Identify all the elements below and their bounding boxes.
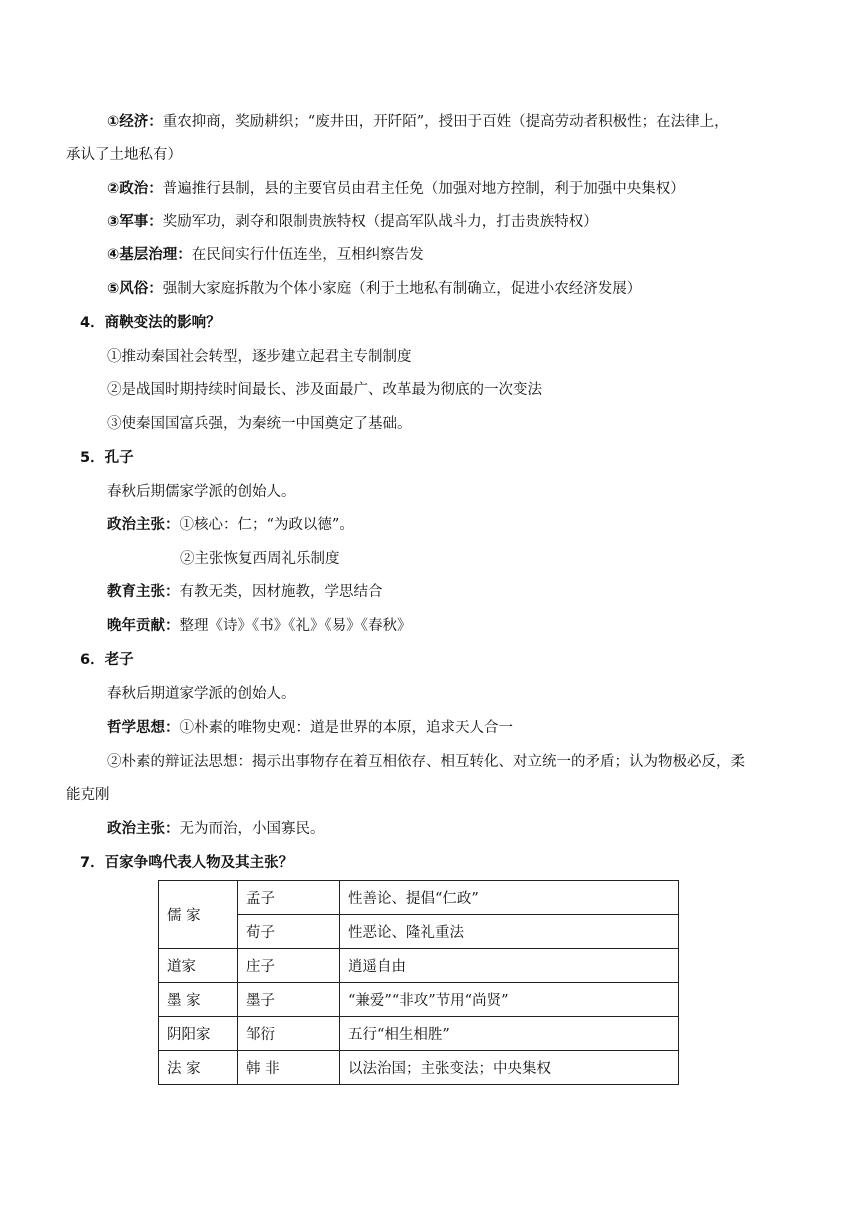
measure-label: ⑤风俗： [107,281,163,297]
school-cell: 道家 [159,949,238,983]
school-cell: 法 家 [159,1051,238,1085]
measure-label: ②政治： [107,181,163,197]
measure-text: 普遍推行县制，县的主要官员由君主任免（加强对地方控制，利于加强中央集权） [162,181,685,197]
idea-cell: 性恶论、隆礼重法 [340,915,679,949]
idea-cell: 逍遥自由 [340,949,679,983]
laozi-philosophy [107,718,513,738]
confucius-intro: 春秋后期儒家学派的创始人。 [107,484,296,500]
field-label: 教育主张： [107,584,180,600]
measure-politics [107,179,685,199]
section-heading-5: 5．孔子 [80,450,134,466]
field-text: 整理《诗》《书》《礼》《易》《春秋》 [179,618,412,634]
measure-economy [107,112,729,132]
field-label: 政治主张： [107,517,180,533]
school-cell: 阴阳家 [159,1017,238,1051]
schools-table [158,880,679,1085]
person-cell: 孟子 [238,881,340,915]
laozi-intro: 春秋后期道家学派的创始人。 [107,686,296,702]
field-text: ①朴素的唯物史观：道是世界的本原，追求天人合一 [179,720,513,736]
measure-text: 在民间实行什伍连坐，互相纠察告发 [191,247,424,263]
person-cell: 韩 非 [238,1051,340,1085]
idea-cell: 性善论、提倡“仁政” [340,881,679,915]
list-item: ②是战国时期持续时间最长、涉及面最广、改革最为彻底的一次变法 [107,382,542,398]
table-row [159,1051,679,1085]
list-item: ③使秦国国富兵强，为秦统一中国奠定了基础。 [107,416,412,432]
laozi-philosophy-2: ②朴素的辩证法思想：揭示出事物存在着互相依存、相互转化、对立统一的矛盾；认为物极必反，柔 [107,754,745,770]
school-cell: 儒 家 [159,881,238,949]
laozi-philosophy-2-continued: 能克刚 [66,787,110,803]
field-label: 哲学思想： [107,720,180,736]
measure-text: 奖励军功，剥夺和限制贵族特权（提高军队战斗力，打击贵族特权） [162,214,598,230]
person-cell: 邹衍 [238,1017,340,1051]
measure-label: ④基层治理： [107,247,192,263]
measure-economy-continued: 承认了土地私有） [66,147,182,163]
table-row [159,949,679,983]
field-label: 晚年贡献： [107,618,180,634]
section-heading-7: 7．百家争鸣代表人物及其主张？ [80,855,294,871]
idea-cell: 五行“相生相胜” [340,1017,679,1051]
field-text: ①核心：仁；“为政以德”。 [179,517,354,533]
table-row [159,1017,679,1051]
measure-customs [107,279,641,299]
confucius-education [107,582,383,602]
measure-label: ①经济： [107,114,163,130]
idea-cell: 以法治国；主张变法；中央集权 [340,1051,679,1085]
measure-text: 重农抑商，奖励耕织；“废井田，开阡陌”，授田于百姓（提高劳动者积极性；在法律上， [162,114,729,130]
table-row [159,983,679,1017]
table-row [159,881,679,915]
measure-label: ③军事： [107,214,163,230]
confucius-politics-2: ②主张恢复西周礼乐制度 [180,551,340,567]
list-item: ①推动秦国社会转型，逐步建立起君主专制制度 [107,349,412,365]
field-text: 有教无类，因材施教，学思结合 [179,584,383,600]
field-label: 政治主张： [107,821,180,837]
section-heading-6: 6．老子 [80,652,134,668]
idea-cell: “兼爱”“非攻”节用“尚贤” [340,983,679,1017]
section-heading-4: 4．商鞅变法的影响？ [80,315,221,331]
person-cell: 庄子 [238,949,340,983]
laozi-politics [107,819,325,839]
measure-text: 强制大家庭拆散为个体小家庭（利于土地私有制确立，促进小农经济发展） [162,281,642,297]
measure-military [107,212,598,232]
confucius-politics [107,515,354,535]
confucius-late-work [107,616,412,636]
measure-grassroots [107,245,424,265]
field-text: 无为而治，小国寡民。 [179,821,325,837]
school-cell: 墨 家 [159,983,238,1017]
person-cell: 墨子 [238,983,340,1017]
person-cell: 荀子 [238,915,340,949]
